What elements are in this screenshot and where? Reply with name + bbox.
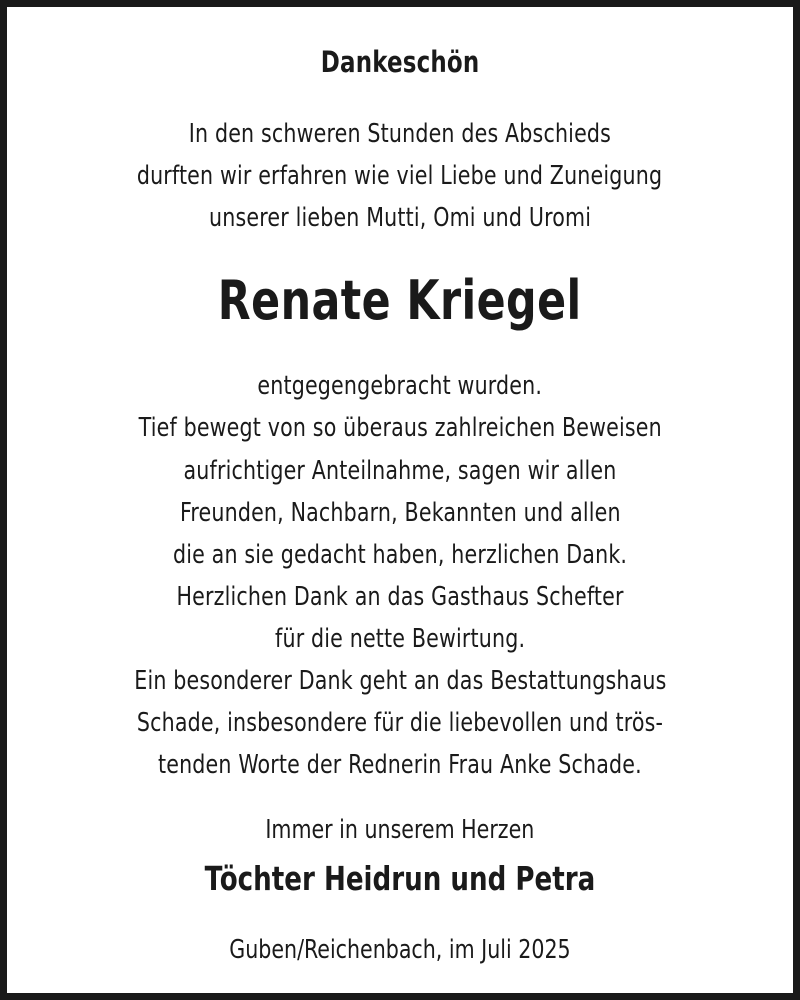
deceased-name-text: Renate Kriegel [218, 269, 582, 332]
intro-line [7, 119, 793, 149]
notice-heading [7, 45, 793, 79]
body-line-text: tenden Worte der Rednerin Frau Anke Schade. [158, 750, 642, 780]
body-line-text: Schade, insbesondere für die liebevollen und trös- [136, 708, 664, 738]
body-line-text: die an sie gedacht haben, herzlichen Dank. [172, 540, 628, 570]
body-line-text: entgegengebracht wurden. [257, 371, 543, 401]
body-line-text: für die nette Bewirtung. [274, 624, 526, 654]
body-line [7, 371, 793, 401]
body-line [7, 666, 793, 696]
signature-text: Töchter Heidrun und Petra [204, 859, 596, 898]
body-line [7, 750, 793, 780]
body-line [7, 413, 793, 443]
place-and-date-text: Guben/Reichenbach, im Juli 2025 [229, 935, 571, 965]
intro-line-text: In den schweren Stunden des Abschieds [188, 119, 612, 149]
signature [7, 859, 793, 898]
closing-line-text: Immer in unserem Herzen [265, 815, 535, 845]
body-line [7, 582, 793, 612]
intro-line-text: durften wir erfahren wie viel Liebe und Zuneigung [137, 161, 663, 191]
notice-heading-text: Dankeschön [320, 45, 480, 79]
deceased-name [7, 269, 793, 332]
body-line-text: Freunden, Nachbarn, Bekannten und allen [179, 498, 621, 528]
intro-line [7, 161, 793, 191]
body-line [7, 456, 793, 486]
body-line [7, 498, 793, 528]
body-line-text: aufrichtiger Anteilnahme, sagen wir allen [183, 456, 617, 486]
place-and-date [7, 935, 793, 965]
body-line-text: Herzlichen Dank an das Gasthaus Schefter [176, 582, 624, 612]
body-line [7, 540, 793, 570]
body-line [7, 624, 793, 654]
body-line-text: Ein besonderer Dank geht an das Bestattungshaus [133, 666, 667, 696]
closing-line [7, 815, 793, 845]
body-line-text: Tief bewegt von so überaus zahlreichen Beweisen [138, 413, 662, 443]
body-line [7, 708, 793, 738]
intro-line [7, 203, 793, 233]
intro-line-text: unserer lieben Mutti, Omi und Uromi [208, 203, 592, 233]
